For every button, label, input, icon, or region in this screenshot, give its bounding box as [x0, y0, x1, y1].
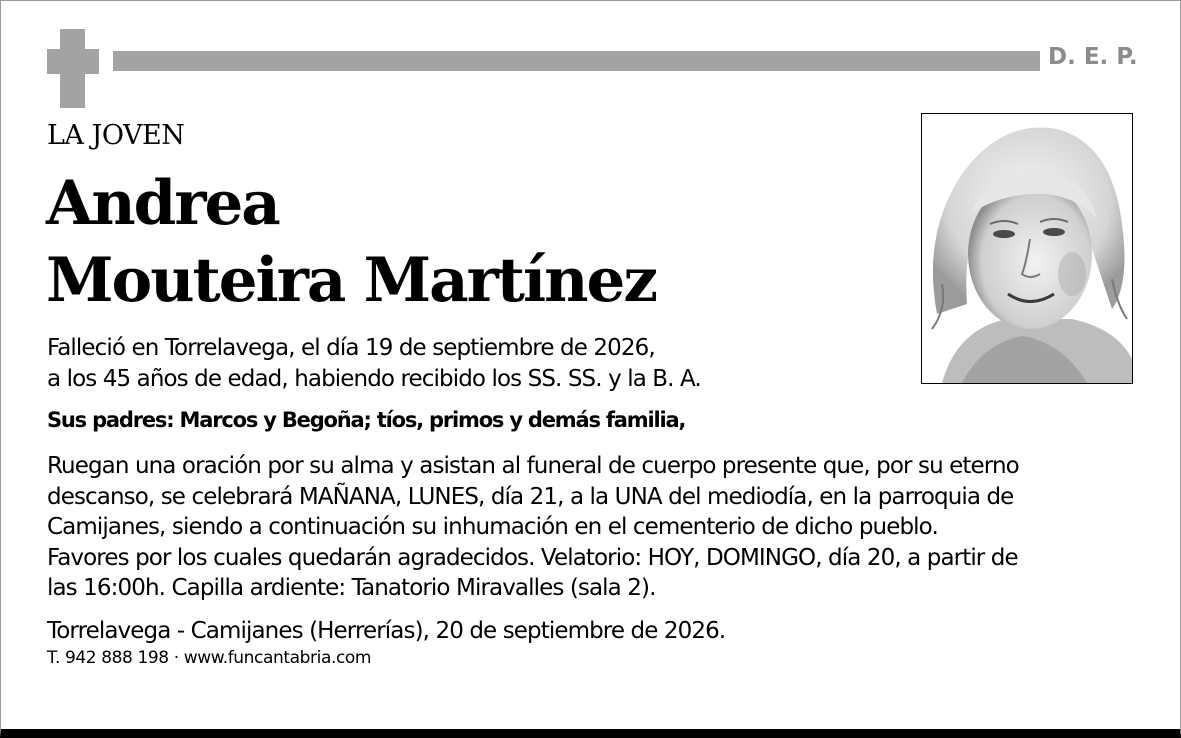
- funeral-notice-line: Ruegan una oración por su alma y asistan al funeral de cuerpo presente que, por su eterno: [47, 453, 1019, 479]
- deceased-last-names: Mouteira Martínez: [46, 245, 656, 316]
- cross-horizontal-bar: [47, 49, 99, 74]
- deceased-prefix: LA JOVEN: [47, 120, 185, 151]
- funeral-notice-line: Favores por los cuales quedarán agradecidos. Velatorio: HOY, DOMINGO, día 20, a partir de: [47, 544, 1018, 571]
- deceased-photo: [921, 113, 1133, 384]
- dep-label: D. E. P.: [1048, 44, 1138, 70]
- death-notice-paragraph: [47, 333, 701, 394]
- family-line: Sus padres: Marcos y Begoña; tíos, primos y demás familia,: [47, 408, 686, 432]
- contact-line: T. 942 888 198 · www.funcantabria.com: [47, 648, 372, 668]
- death-notice-line: a los 45 años de edad, habiendo recibido los SS. SS. y la B. A.: [47, 365, 701, 392]
- place-date-line: Torrelavega - Camijanes (Herrerías), 20 de septiembre de 2026.: [47, 618, 726, 644]
- funeral-notice-paragraph: [47, 451, 1019, 604]
- funeral-notice-line: descanso, se celebrará MAÑANA, LUNES, día 21, a la UNA del mediodía, en la parroquia de: [47, 483, 1014, 510]
- funeral-notice-line: Camijanes, siendo a continuación su inhumación en el cementerio de dicho pueblo.: [47, 514, 938, 540]
- death-notice-line: Falleció en Torrelavega, el día 19 de septiembre de 2026,: [47, 335, 655, 361]
- deceased-first-name: Andrea: [46, 168, 279, 239]
- header-divider-bar: [113, 51, 1040, 71]
- portrait-image: [922, 114, 1132, 383]
- funeral-notice-line: las 16:00h. Capilla ardiente: Tanatorio Miravalles (sala 2).: [47, 575, 656, 601]
